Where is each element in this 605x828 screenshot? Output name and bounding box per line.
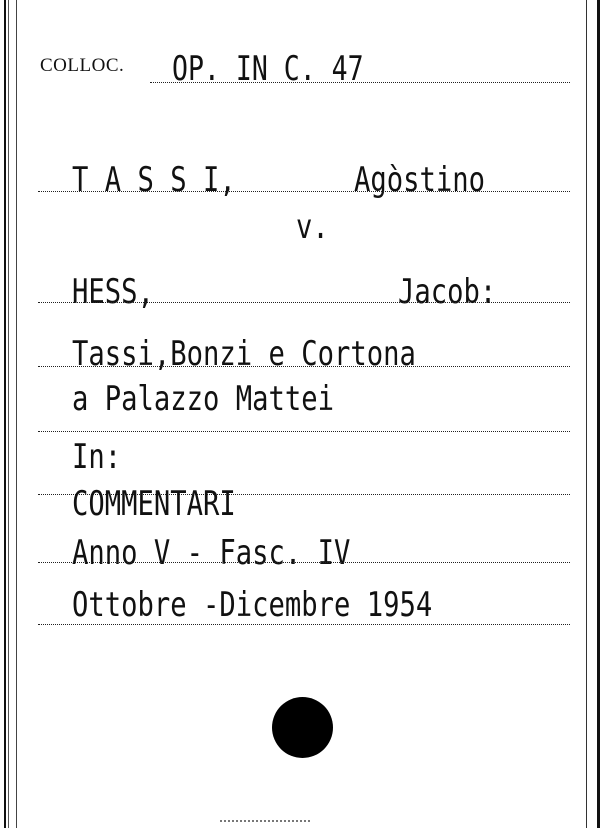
- versus-label: v.: [296, 207, 329, 247]
- title-rule-1: [38, 366, 570, 367]
- colloc-value: OP. IN C. 47: [172, 49, 364, 89]
- card-left-margin-line: [16, 0, 17, 828]
- subject-surname: HESS,: [72, 272, 154, 312]
- issue-line: Anno V - Fasc. IV: [72, 533, 351, 573]
- subject-rule: [38, 302, 570, 303]
- punch-hole: [272, 697, 333, 758]
- title-rule-2: [38, 431, 570, 432]
- journal-title: COMMENTARI: [72, 484, 236, 524]
- issue-rule: [38, 562, 570, 563]
- card-left-edge: [4, 0, 9, 828]
- bottom-specks: [220, 820, 310, 825]
- in-label: In:: [72, 437, 122, 477]
- date-rule: [38, 624, 570, 625]
- author-surname: T A S S I,: [72, 160, 236, 200]
- author-rule: [38, 191, 570, 192]
- date-range: Ottobre -Dicembre 1954: [72, 585, 433, 625]
- title-line-1: Tassi,Bonzi e Cortona: [72, 334, 416, 374]
- author-forename: Agòstino: [354, 160, 486, 200]
- subject-forename: Jacob:: [398, 272, 497, 312]
- colloc-rule: [150, 82, 570, 83]
- card-right-edge: [586, 0, 600, 828]
- colloc-label: COLLOC.: [40, 55, 125, 76]
- title-line-2: a Palazzo Mattei: [72, 379, 335, 419]
